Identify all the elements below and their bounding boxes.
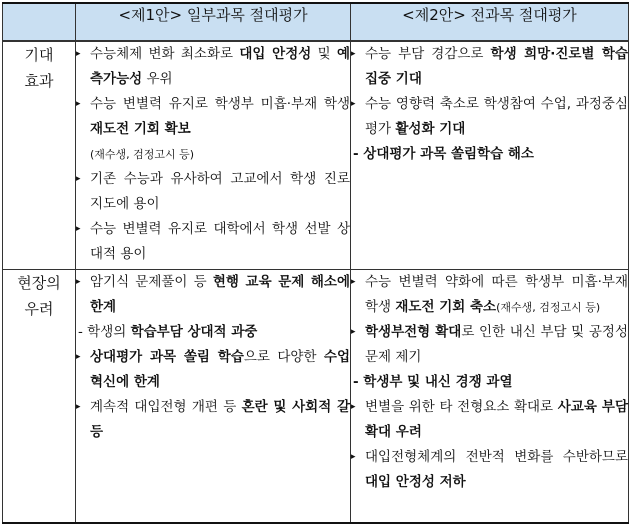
row-label-line: 효과 xyxy=(24,72,54,90)
sub-item-text: - 학생의 학습부담 상대적 과중 xyxy=(78,323,258,340)
list-item xyxy=(351,270,628,320)
bullet-icon: ▸ xyxy=(76,174,81,184)
list-item xyxy=(76,92,350,167)
effects-option1-cell xyxy=(76,41,351,269)
list-item xyxy=(351,445,628,495)
list-item xyxy=(351,42,628,92)
list-item xyxy=(76,42,350,92)
bullet-icon: ▸ xyxy=(76,224,81,234)
bullet-icon: ▸ xyxy=(76,276,81,287)
concerns-option2-cell xyxy=(351,269,629,523)
item-text: 수능 부담 경감으로 학생 희망·진로별 학습 집중 기대 xyxy=(365,46,629,87)
item-text: 수능 영향력 축소로 학생참여 수업, 과정중심평가 활성화 기대 xyxy=(365,96,628,137)
sub-item-text: - 학생부 및 내신 경쟁 과열 xyxy=(353,373,513,390)
list-item xyxy=(76,345,350,395)
row-label-expected-effects xyxy=(3,41,76,269)
sub-item-text: - 상대평가 과목 쏠림학습 해소 xyxy=(353,146,534,162)
item-text: 수능 변별력 약화에 따른 학생부 미흡·부재 학생 재도전 기회 축소(재수생, 검정고시 등) xyxy=(365,273,628,315)
list-item xyxy=(76,395,350,445)
effects-option2-cell xyxy=(351,41,629,269)
sub-item xyxy=(351,142,628,167)
row-field-concerns xyxy=(3,269,629,523)
bullet-icon: ▸ xyxy=(351,276,356,287)
sub-item xyxy=(76,320,350,345)
list-item xyxy=(76,270,350,320)
item-text: 계속적 대입전형 개편 등 혼란 및 사회적 갈등 xyxy=(90,398,350,440)
bullet-icon: ▸ xyxy=(76,49,81,59)
item-text: 변별을 위한 타 전형요소 확대로 사교육 부담 확대 우려 xyxy=(365,398,628,440)
header-option2: <제2안> 전과목 절대평가 xyxy=(351,3,629,41)
header-option1: <제1안> 일부과목 절대평가 xyxy=(76,3,351,41)
header-corner-cell xyxy=(3,3,76,41)
bullet-icon: ▸ xyxy=(351,401,356,412)
item-text: 기존 수능과 유사하여 고교에서 학생 진로 지도에 용이 xyxy=(90,171,350,212)
header-row xyxy=(3,3,629,41)
bullet-icon: ▸ xyxy=(351,326,356,337)
row-label-line: 우려 xyxy=(24,299,54,318)
list-item xyxy=(76,217,350,267)
bullet-icon: ▸ xyxy=(351,99,356,109)
row-label-field-concerns xyxy=(3,269,76,523)
bullet-icon: ▸ xyxy=(76,99,81,109)
bullet-icon: ▸ xyxy=(351,451,356,462)
item-text: 학생부전형 확대로 인한 내신 부담 및 공정성 문제 제기 xyxy=(365,323,628,365)
row-label-line: 현장의 xyxy=(17,273,61,292)
comparison-table xyxy=(2,2,629,524)
list-item xyxy=(351,395,628,445)
item-text: 수능체제 변화 최소화로 대입 안정성 및 예측가능성 우위 xyxy=(90,46,351,87)
sub-item xyxy=(351,370,628,395)
item-text: 대입전형체계의 전반적 변화를 수반하므로 대입 안정성 저하 xyxy=(365,448,628,490)
bullet-icon: ▸ xyxy=(76,351,81,362)
item-text: 수능 변별력 유지로 학생부 미흡·부재 학생 재도전 기회 확보 (재수생, 검정고시 등) xyxy=(90,96,350,161)
bullet-icon: ▸ xyxy=(76,401,81,412)
concerns-option1-cell xyxy=(76,269,351,523)
list-item xyxy=(351,92,628,142)
bullet-icon: ▸ xyxy=(351,49,356,59)
item-text: 수능 변별력 유지로 대학에서 학생 선발 상대적 용이 xyxy=(90,221,350,262)
row-label-line: 기대 xyxy=(24,46,54,64)
item-text: 상대평가 과목 쏠림 학습으로 다양한 수업 혁신에 한계 xyxy=(90,348,350,390)
row-expected-effects xyxy=(3,41,629,269)
list-item xyxy=(76,167,350,217)
item-text: 암기식 문제풀이 등 현행 교육 문제 해소에 한계 xyxy=(90,273,351,315)
list-item xyxy=(351,320,628,370)
